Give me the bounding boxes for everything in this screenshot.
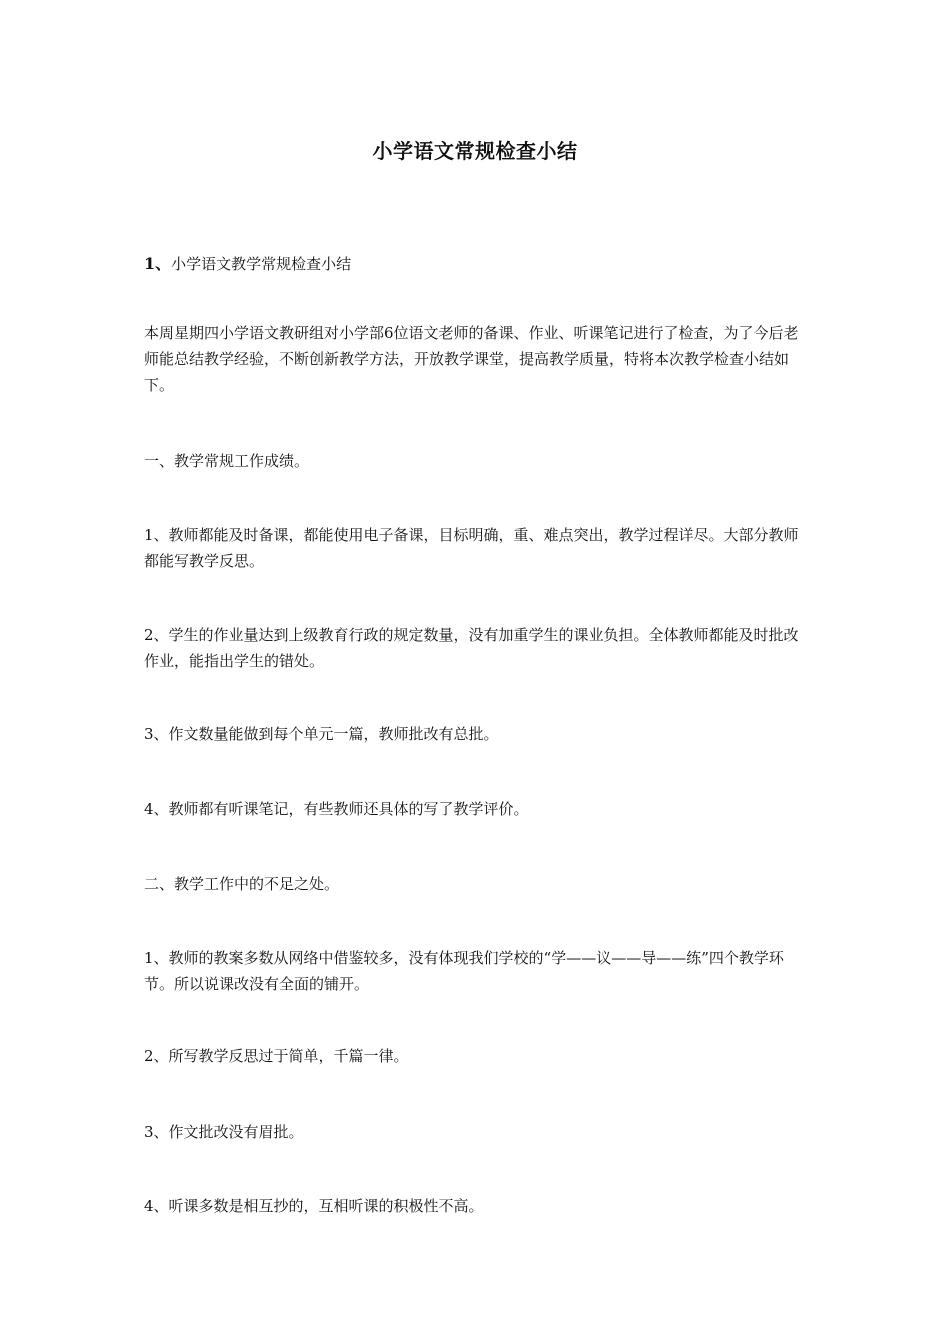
part-two-item-4: 4、听课多数是相互抄的，互相听课的积极性不高。 (144, 1197, 484, 1215)
intro-paragraph: 本周星期四小学语文教研组对小学部6位语文老师的备课、作业、听课笔记进行了检查，为了今后老师能总结教学经验，不断创新教学方法，开放教学课堂，提高教学质量，特将本次教学检查小结如下。 (144, 324, 799, 394)
part-two-item-2: 2、所写教学反思过于简单，千篇一律。 (144, 1047, 409, 1065)
part-one-item-2: 2、学生的作业量达到上级教育行政的规定数量，没有加重学生的课业负担。全体教师都能及时批改作业，能指出学生的错处。 (144, 626, 799, 670)
part-one-item-4: 4、教师都有听课笔记，有些教师还具体的写了教学评价。 (144, 800, 529, 818)
part-one-item-3: 3、作文数量能做到每个单元一篇，教师批改有总批。 (144, 725, 499, 743)
section-heading-text: 小学语文教学常规检查小结 (171, 255, 352, 273)
section-number: 1、 (144, 254, 172, 273)
part-one-item-1: 1、教师都能及时备课，都能使用电子备课，目标明确，重、难点突出，教学过程详尽。大部分教师都能写教学反思。 (144, 526, 799, 570)
section-heading (144, 251, 810, 277)
document-title: 小学语文常规检查小结 (372, 139, 578, 164)
part-two-item-3: 3、作文批改没有眉批。 (144, 1123, 304, 1141)
part-two-item-1: 1、教师的教案多数从网络中借鉴较多，没有体现我们学校的“学——议——导——练”四个教学环节。所以说课改没有全面的铺开。 (144, 949, 784, 993)
part-two-heading: 二、教学工作中的不足之处。 (144, 875, 340, 893)
part-one-heading: 一、教学常规工作成绩。 (144, 452, 310, 470)
